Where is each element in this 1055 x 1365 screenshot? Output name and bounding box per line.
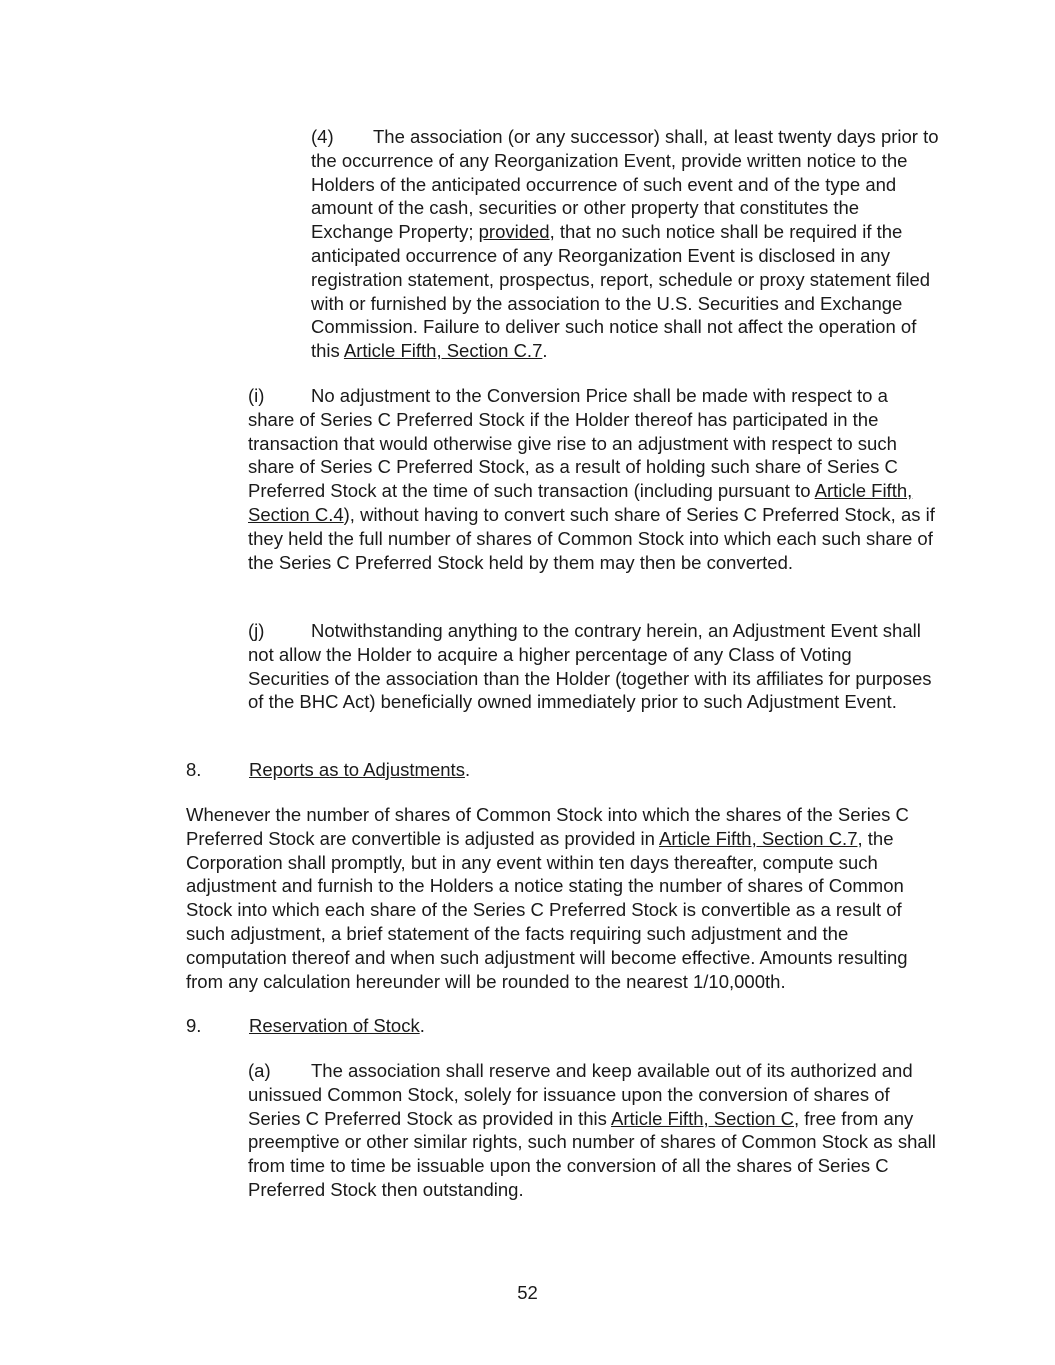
paragraph-4: (4) The association (or any successor) shall, at least twenty days prior to the occurrence of any Reorganization Event, provide written notice to the Holders of the anticipated occurrence of such event and of the type and amount of the cash, securities or other property that constitutes the Exchange Property; provided, that no such notice shall be required if the anticipated occurrence of any Reorganization Event is disclosed in any registration statement, prospectus, report, schedule or proxy statement filed with or furnished by the association to the U.S. Securities and Exchange Commission. Failure to deliver such notice shall not affect the operation of this Article Fifth, Section C.7. bbox=[311, 126, 939, 362]
page-number: 52 bbox=[517, 1282, 538, 1303]
paragraph-j bbox=[248, 619, 938, 714]
section-reference: Article Fifth, Section C.7 bbox=[659, 827, 858, 849]
section-number: 9. bbox=[186, 1015, 202, 1036]
paragraph-text: No adjustment to the Conversion Price shall be made with respect to a share of Series C Preferred Stock if the Holder thereof has participated in the transaction that would otherwise give rise to an adjustment with respect to such share of Series C Preferred Stock, as a result of holding such share of Series C Preferred Stock at the time of such transaction (including pursuant to bbox=[248, 385, 898, 502]
paragraph-label: (i) bbox=[248, 385, 265, 406]
paragraph-label: (4) bbox=[311, 126, 334, 147]
paragraph-text: , the Corporation shall promptly, but in any event within ten days thereafter, compute such adjustment and furnish to the Holders a notice stating the number of shares of Common Stock into which each share of the Series C Preferred Stock is convertible as a result of such adjustment, a brief statement of the facts requiring such adjustment and the computation thereof and when such adjustment will become effective. Amounts resulting from any calculation hereunder will be rounded to the nearest 1/10,000th. bbox=[186, 827, 908, 992]
paragraph-text: , that no such notice shall be required if the anticipated occurrence of any Reorganization Event is disclosed in any registration statement, prospectus, report, schedule or proxy statement filed with or furnished by the association to the U.S. Securities and Exchange Commission. Failure to deliver such notice shall not affect the operation of this bbox=[311, 221, 931, 362]
section-9-heading: 9. Reservation of Stock. bbox=[186, 1015, 425, 1036]
paragraph-text: The association (or any successor) shall, at least twenty days prior to the occurrence of any Reorganization Event, provide written notice to the Holders of the anticipated occurrence of such event and of the type and amount of the cash, securities or other property that constitutes the Exchange Property; bbox=[311, 126, 939, 243]
section-8-heading: 8. Reports as to Adjustments. bbox=[186, 759, 471, 780]
paragraph-text: , free from any preemptive or other similar rights, such number of shares of Common Stock as shall from time to time be issuable upon the conversion of all the shares of Series C Preferred Stock then outstanding. bbox=[248, 1107, 936, 1200]
paragraph-text: Whenever the number of shares of Common Stock into which the shares of the Series C Preferred Stock are convertible is adjusted as provided in bbox=[186, 804, 909, 849]
paragraph-text: Notwithstanding anything to the contrary herein, an Adjustment Event shall not allow the Holder to acquire a higher percentage of any Class of Voting Securities of the association than the Holder (together with its affiliates for purposes of the BHC Act) beneficially owned immediately prior to such Adjustment Event. bbox=[248, 620, 932, 713]
paragraph-label: (j) bbox=[248, 620, 265, 641]
section-title: Reservation of Stock bbox=[249, 1015, 420, 1036]
paragraph-a bbox=[248, 1059, 938, 1202]
section-8-body bbox=[186, 803, 938, 993]
paragraph-label: (a) bbox=[248, 1060, 271, 1081]
paragraph-i bbox=[248, 384, 938, 574]
section-number: 8. bbox=[186, 759, 202, 780]
paragraph-text: ), without having to convert such share of Series C Preferred Stock, as if they held the full number of shares of Common Stock into which each such share of the Series C Preferred Stock held by them may then be converted. bbox=[248, 503, 935, 573]
section-title: Reports as to Adjustments bbox=[249, 759, 465, 780]
paragraph-text: The association shall reserve and keep available out of its authorized and unissued Common Stock, solely for issuance upon the conversion of shares of Series C Preferred Stock as provided in this bbox=[248, 1060, 913, 1129]
provided-term: provided bbox=[478, 221, 550, 243]
section-reference: Article Fifth, Section C.4 bbox=[248, 480, 913, 525]
section-reference: Article Fifth, Section C bbox=[610, 1107, 794, 1129]
section-reference: Article Fifth, Section C.7 bbox=[343, 340, 543, 362]
